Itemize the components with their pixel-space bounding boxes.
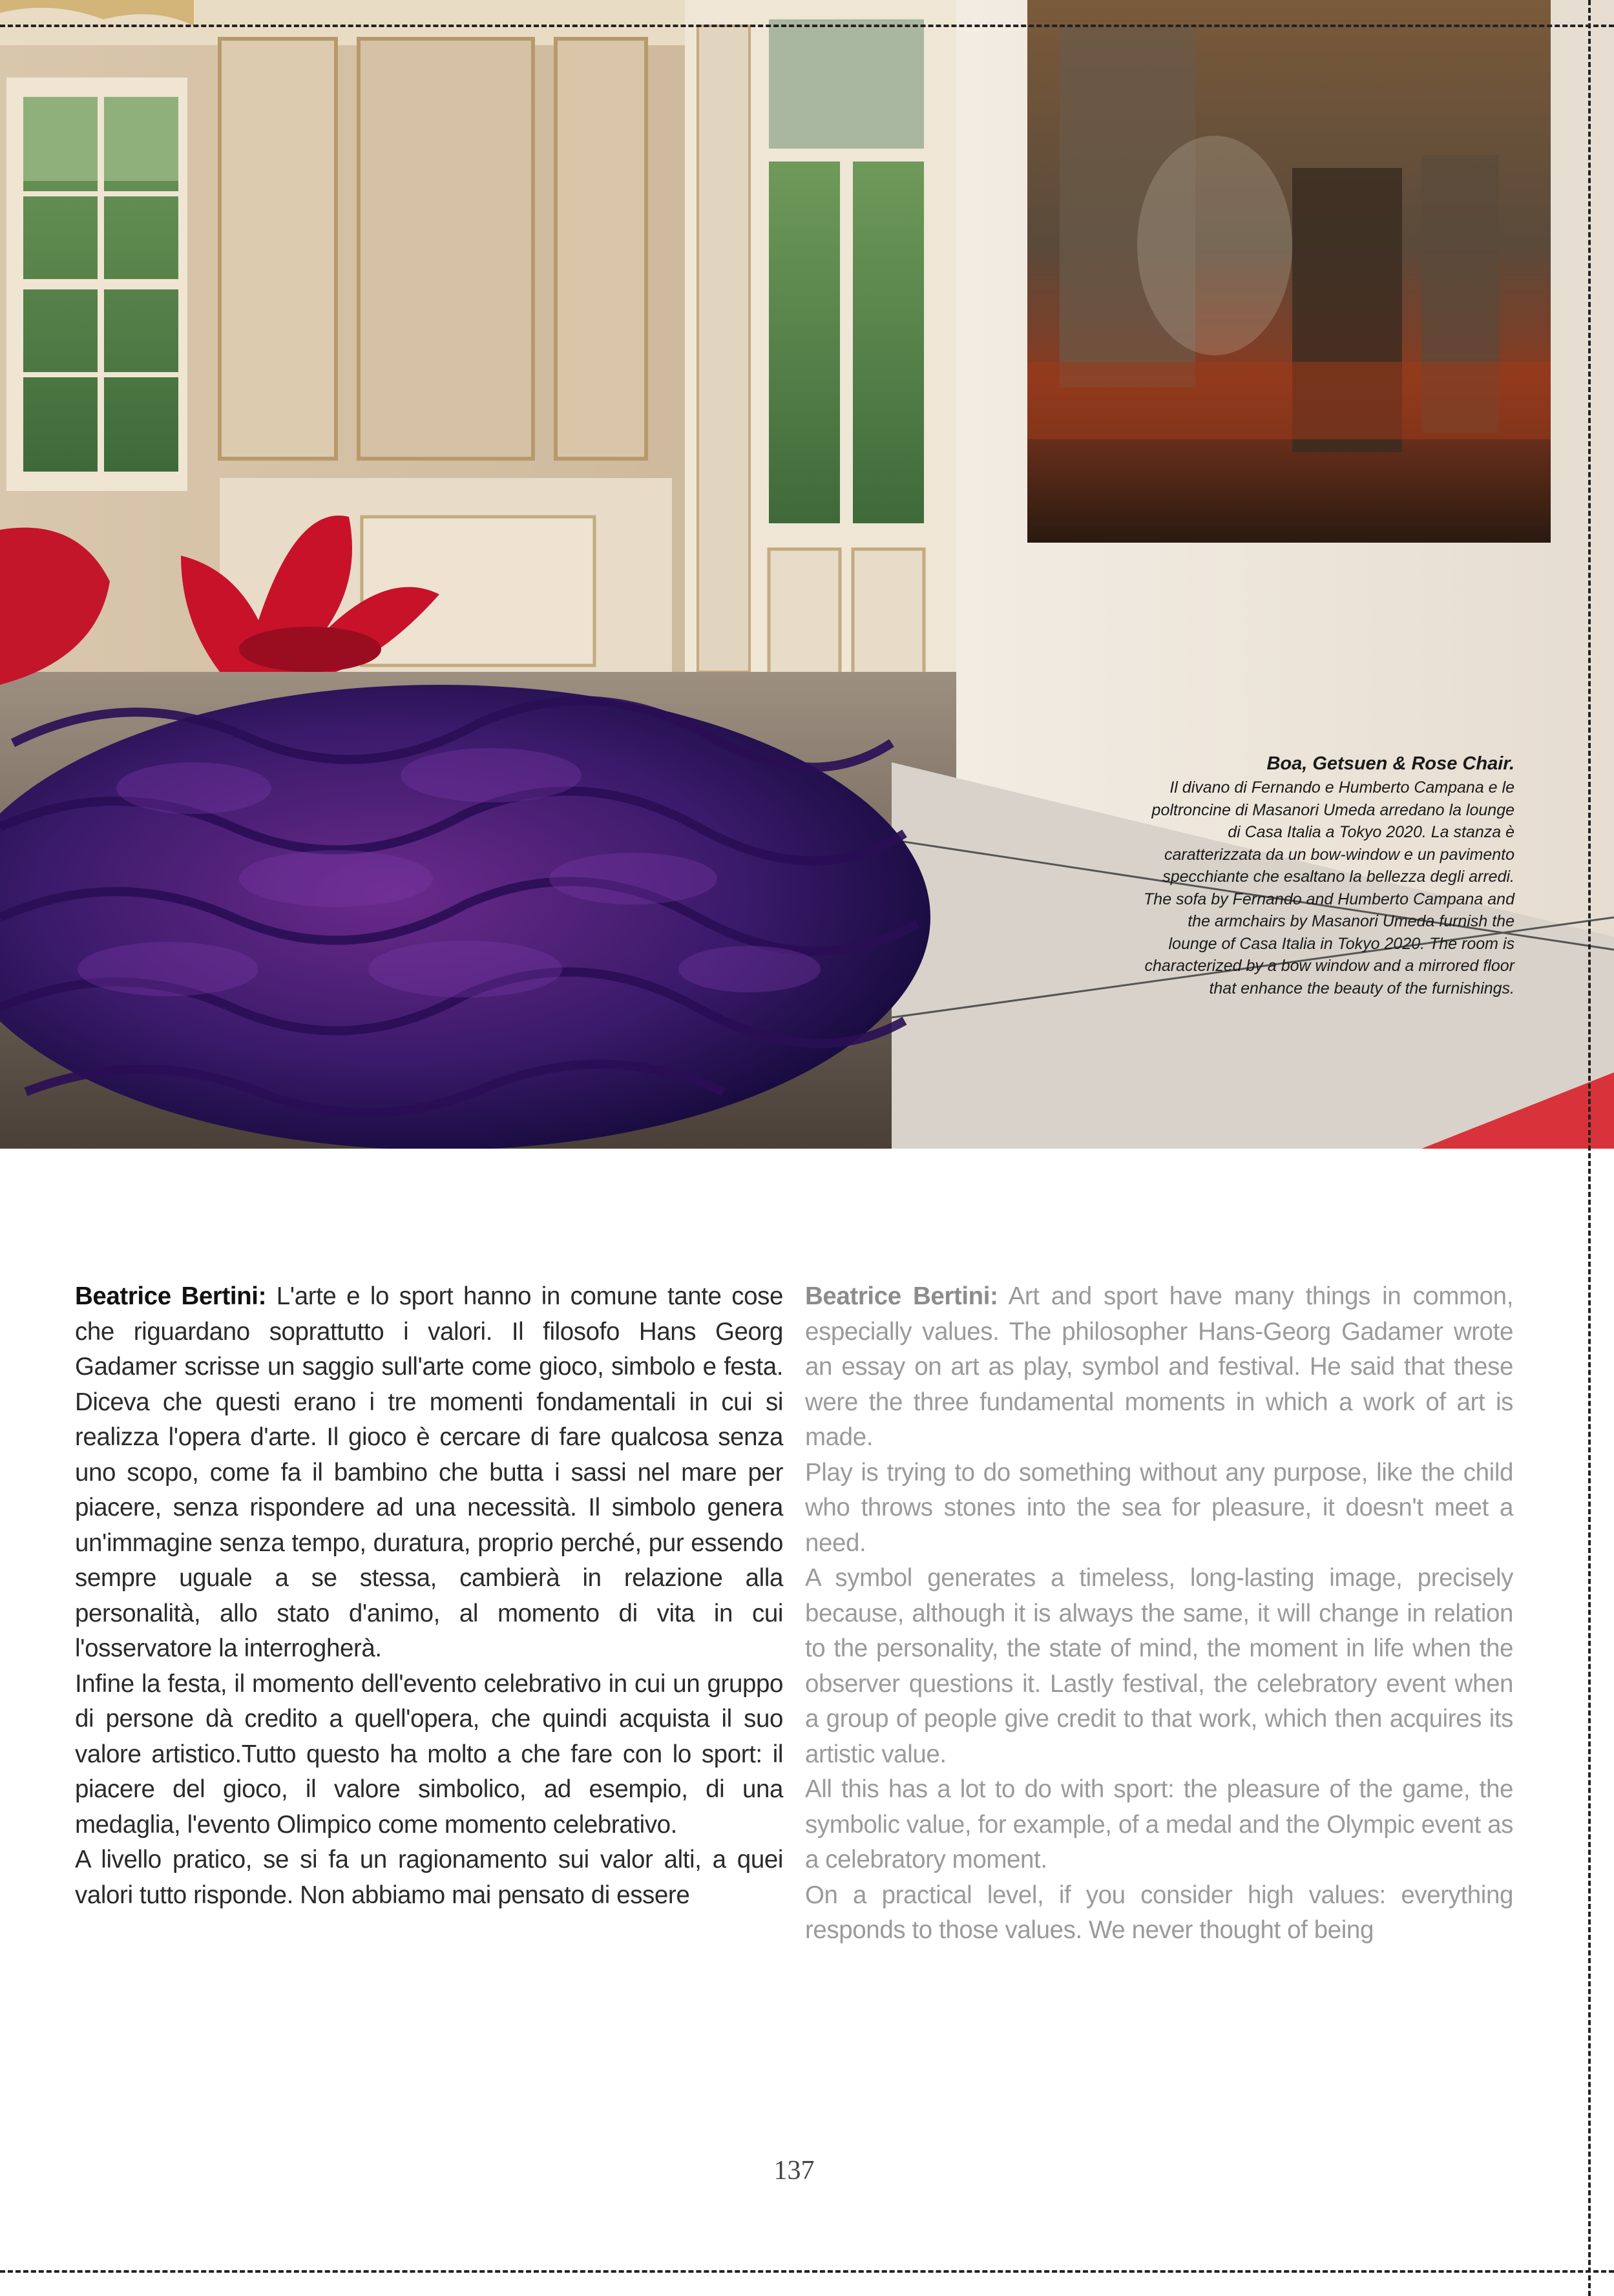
english-paragraph: A symbol generates a timeless, long-lasting image, precisely because, although it is always the same, it will change in relation to the personality, the state of mind, the moment in life when the observer questions it. Lastly festival, the celebratory event when a group of people give credit to that work, which then acquires its artistic value. — [805, 1564, 1513, 1768]
photo-caption — [1137, 751, 1514, 999]
caption-english: The sofa by Fernando and Humberto Campana and the armchairs by Masanori Umeda furnish the lounge of Casa Italia in Tokyo 2020. The room is characterized by a bow window and a mirrored floor that enhance the beauty of the furnishings. — [1144, 890, 1514, 997]
trim-line-bottom — [0, 2270, 1614, 2273]
paragraph-text: L'arte e lo sport hanno in comune tante cose che riguardano soprattutto i valori. Il filosofo Hans Georg Gadamer scrisse un saggio sull'arte come gioco, simbolo e festa. Diceva che questi erano i tre momenti fondamentali in cui si realizza l'opera d'arte. Il gioco è cercare di fare qualcosa senza uno scopo, come fa il bambino che butta i sassi nel mare per piacere, senza rispondere ad una necessità. Il simbolo genera un'immagine senza tempo, duratura, proprio perché, pur essendo sempre uguale a se stessa, cambierà in relazione alla personalità, allo stato d'animo, al momento di vita in cui l'osservatore la interrogherà. — [75, 1282, 783, 1662]
page-number: 137 — [773, 2156, 815, 2186]
trim-line-top — [0, 25, 1614, 27]
italian-paragraph: Infine la festa, il momento dell'evento celebrativo in cui un gruppo di persone dà credito a quell'opera, che quindi acquista il suo valore artistico.Tutto questo ha molto a che fare con lo sport: il piacere del gioco, il valore simbolico, ad esempio, di una medaglia, l'evento Olimpico come momento celebrativo. — [75, 1669, 783, 1839]
trim-line-right — [1588, 0, 1591, 2296]
italian-paragraph — [75, 1279, 783, 1667]
speaker-name: Beatrice Bertini: — [75, 1282, 267, 1310]
paragraph-text: Art and sport have many things in common, especially values. The philosopher Hans-Georg Gadamer wrote an essay on art as play, symbol and festival. He said that these were the three fundamental moments in which a work of art is made. — [805, 1282, 1513, 1451]
english-paragraph: All this has a lot to do with sport: the pleasure of the game, the symbolic value, for example, of a medal and the Olympic event as a celebratory moment. — [805, 1775, 1513, 1873]
english-column — [805, 1279, 1513, 1948]
italian-column — [75, 1279, 783, 1913]
english-paragraph — [805, 1279, 1513, 1456]
caption-italian: Il divano di Fernando e Humberto Campana e le poltroncine di Masanori Umeda arredano la lounge di Casa Italia a Tokyo 2020. La stanza è caratterizzata da un bow-window e un pavimento specchiante che esaltano la bellezza degli arredi. — [1151, 778, 1514, 886]
caption-title: Boa, Getsuen & Rose Chair. — [1266, 753, 1514, 774]
english-paragraph: Play is trying to do something without any purpose, like the child who throws stones into the sea for pleasure, it doesn't meet a need. — [805, 1458, 1513, 1557]
speaker-name: Beatrice Bertini: — [805, 1282, 998, 1310]
italian-paragraph: A livello pratico, se si fa un ragionamento sui valor alti, a quei valori tutto risponde. Non abbiamo mai pensato di essere — [75, 1846, 783, 1909]
english-paragraph: On a practical level, if you consider high values: everything responds to those values. We never thought of being — [805, 1881, 1513, 1944]
